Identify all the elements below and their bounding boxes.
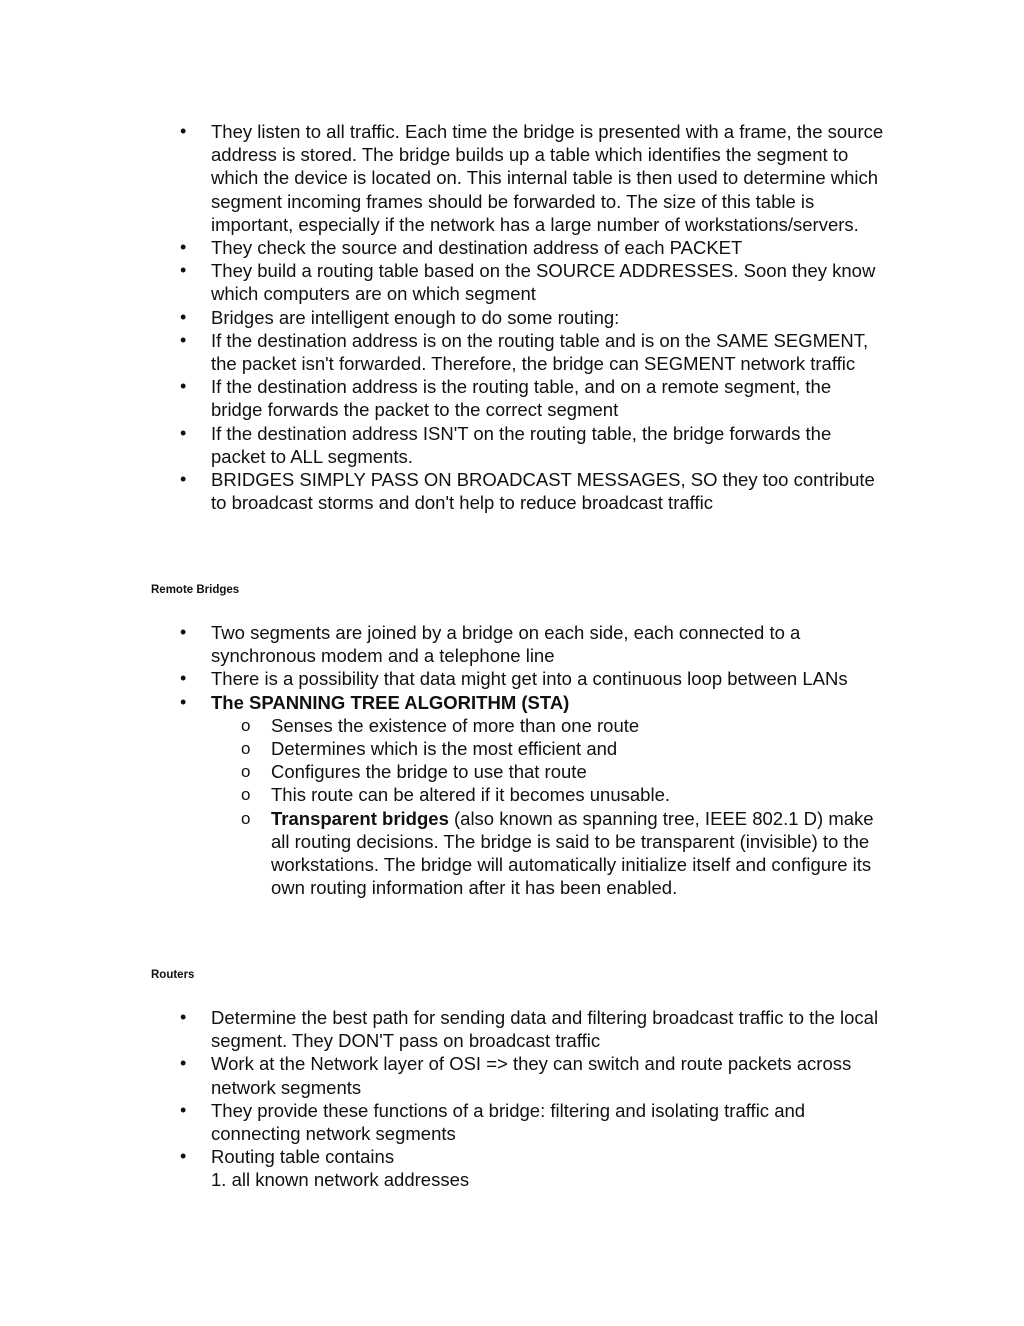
transparent-bridges-text: (also known as spanning tree, IEEE 802.1 D) make all routing decisions. The bridge is said to be transparent (invisible) to the workstations. The bridge will automatically initialize itself and configure its own routing information after it has been enabled. [271,807,874,899]
list-item-text: Two segments are joined by a bridge on each side, each connected to a synchronous modem and a telephone line [211,622,801,667]
bullet-icon: • [180,329,187,350]
sub-list-item-text: Senses the existence of more than one route [271,714,640,736]
list-item [0,667,1024,690]
list-item [0,259,1024,305]
list-item-text: If the destination address is the routing table, and on a remote segment, the bridge forwards the packet to the correct segment [211,376,832,421]
sub-list-item [241,783,894,806]
routers-list [0,1006,1024,1192]
remote-bridges-list [0,621,1024,899]
bullet-icon: • [180,622,187,642]
bullet-icon: • [180,121,187,141]
list-item-text: Bridges are intelligent enough to do some routing: [211,306,620,328]
bullet-icon: • [180,668,187,689]
circle-bullet-icon: o [241,739,251,759]
list-item-text: They listen to all traffic. Each time the bridge is presented with a frame, the source address is stored. The bridge builds up a table which identifies the segment to which the device is located on. This internal table is then used to determine which segment incoming frames should be forwarded to. The size of this table is important, especially if the network has a large number of workstations/servers. [211,121,884,235]
list-item [0,468,1024,514]
list-item [0,621,1024,667]
list-item-text: They provide these functions of a bridge: filtering and isolating traffic and connecting network segments [211,1099,806,1145]
list-item-text: Work at the Network layer of OSI => they can switch and route packets across network segments [211,1053,852,1098]
bridge-features-list [0,120,1024,514]
section-heading-routers: Routers [151,969,195,981]
list-item [0,375,1024,421]
section-heading-remote-bridges: Remote Bridges [151,584,240,596]
list-item [0,306,1024,329]
list-item [0,1006,1024,1052]
list-item-text: There is a possibility that data might get into a continuous loop between LANs [211,668,848,690]
transparent-bridges-term: Transparent bridges [271,807,449,829]
sub-list-item [241,760,894,783]
list-item-sta [0,691,1024,900]
list-item [0,329,1024,375]
list-item-text: They build a routing table based on the SOURCE ADDRESSES. Soon they know which computers are on which segment [211,260,876,305]
list-item-text: BRIDGES SIMPLY PASS ON BROADCAST MESSAGES, SO they too contribute to broadcast storms and don't help to reduce broadcast traffic [211,469,875,514]
bullet-icon: • [180,1053,187,1074]
bullet-icon: • [180,260,187,281]
bullet-icon: • [180,306,187,327]
sub-list-item-text: Configures the bridge to use that route [271,761,587,783]
list-item-text: If the destination address is on the routing table and is on the SAME SEGMENT, the packet isn't forwarded. Therefore, the bridge can SEGMENT network traffic [211,329,869,375]
sub-list-item-transparent-bridges [241,807,894,900]
list-item-text: They check the source and destination address of each PACKET [211,237,743,259]
sub-list-item-text: This route can be altered if it becomes unusable. [271,784,671,806]
circle-bullet-icon: o [241,785,251,805]
bullet-icon: • [180,1007,187,1027]
bullet-icon: • [180,1099,187,1120]
list-item [0,1052,1024,1098]
bullet-icon: • [180,422,187,443]
sub-list-item [241,714,894,737]
routing-table-line: 1. all known network addresses [211,1169,470,1191]
bullet-icon: • [180,237,187,258]
list-item [0,1099,1024,1145]
list-item [0,422,1024,468]
bullet-icon: • [180,469,187,490]
sub-list-item [241,737,894,760]
list-item-text: Determine the best path for sending data and filtering broadcast traffic to the local segment. They DON'T pass on broadcast traffic [211,1007,879,1052]
sub-list-item-text: Determines which is the most efficient and [271,738,618,760]
bullet-icon: • [180,1146,187,1167]
circle-bullet-icon: o [241,762,251,782]
sta-title: The SPANNING TREE ALGORITHM (STA) [211,691,570,713]
sta-sublist [211,714,884,900]
circle-bullet-icon: o [241,715,251,735]
list-item-routing-table [0,1145,1024,1191]
list-item [0,120,1024,236]
circle-bullet-icon: o [241,808,251,828]
bullet-icon: • [180,691,187,712]
list-item-text: If the destination address ISN'T on the routing table, the bridge forwards the packet to ALL segments. [211,422,832,467]
bullet-icon: • [180,376,187,397]
list-item [0,236,1024,259]
routing-table-title: Routing table contains [211,1146,395,1168]
